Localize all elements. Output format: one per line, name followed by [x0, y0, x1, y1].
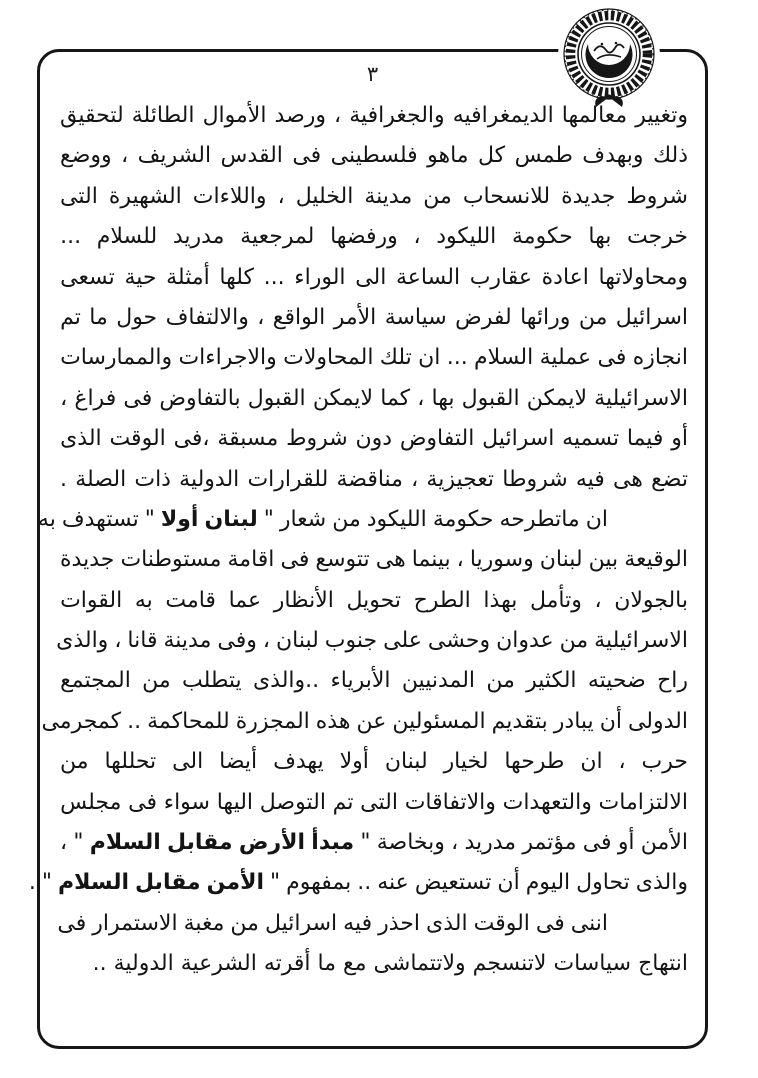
word: ان	[580, 749, 603, 775]
word: به	[37, 506, 56, 532]
word: الشريف	[137, 143, 212, 169]
word: تم	[60, 304, 81, 330]
word: المجتمع	[60, 668, 131, 694]
word: الواقع	[272, 304, 326, 330]
word: حرب	[641, 749, 688, 775]
word: الأبرياء	[330, 668, 391, 694]
word: القوات	[60, 587, 123, 613]
word: جنوب	[324, 628, 378, 654]
word: تحللها	[104, 749, 157, 775]
word: لاتنسجم	[472, 951, 547, 977]
word: معالمها	[561, 103, 628, 128]
word: فراغ	[74, 385, 117, 411]
text-line	[60, 217, 688, 257]
word: احذر	[378, 910, 421, 936]
word: ،	[262, 628, 270, 654]
word: لبنان	[384, 749, 428, 775]
word: فى	[292, 143, 322, 169]
word: الاسرائيلية	[594, 628, 688, 654]
word: المحاولات	[283, 345, 374, 371]
word: تسعى	[60, 264, 115, 290]
word: قامت	[165, 587, 216, 613]
word: اسرائيل	[482, 426, 555, 452]
word: من	[142, 668, 171, 694]
text-line	[60, 379, 688, 419]
word: وبخاصة	[376, 830, 445, 856]
word: وتأمل	[529, 587, 582, 613]
word: التى	[60, 183, 98, 209]
word: ،	[277, 183, 285, 209]
text-line	[60, 581, 688, 621]
word: الوراء	[294, 264, 346, 290]
word: ما	[89, 304, 108, 330]
word: ،	[114, 628, 122, 654]
word: الذى	[60, 426, 102, 452]
word: الليكود	[366, 506, 427, 532]
word: بمفهوم	[286, 870, 352, 896]
word: بين	[588, 547, 619, 573]
word: المدنيين	[401, 668, 476, 694]
word: هذه	[315, 708, 351, 734]
word: سواء	[163, 789, 210, 815]
word: ووضع	[60, 143, 112, 169]
bold-word: مقابل	[135, 870, 201, 896]
word: بينما	[411, 547, 451, 573]
word: وتغيير	[635, 103, 688, 128]
word: ،	[334, 103, 342, 128]
word: كمجرمى	[41, 708, 122, 734]
word: مستوطنات	[120, 547, 222, 573]
word: تضع	[651, 466, 688, 492]
word: من	[60, 749, 89, 775]
word: الخليل	[295, 183, 354, 209]
word: ولاتتماشى	[373, 951, 466, 977]
word: لبنان	[275, 628, 319, 654]
word: حكومة	[512, 224, 573, 250]
word: ..	[127, 708, 142, 734]
word: بهذا	[483, 587, 518, 613]
word: يبادر	[553, 708, 594, 734]
word: ضحيته	[587, 668, 646, 694]
word: لتحقيق	[60, 103, 124, 128]
word: والتعهدات	[502, 789, 592, 815]
word: والذى	[56, 628, 109, 654]
word: حية	[124, 264, 157, 290]
word: يهدف	[273, 749, 324, 775]
word: للمحاكمة	[147, 708, 230, 734]
word: والجغرافية	[349, 103, 445, 128]
word: .	[60, 466, 68, 492]
text-line	[60, 338, 688, 378]
word: الدولى	[627, 708, 688, 734]
word: من	[559, 628, 589, 654]
word: لمرجعية	[240, 224, 315, 250]
word: الوقت	[473, 910, 530, 936]
bold-word: أولا	[160, 506, 199, 532]
word: تحويل	[346, 587, 401, 613]
word: أقرته	[263, 951, 311, 977]
word: عن	[356, 708, 387, 734]
word: الوقت	[109, 426, 166, 452]
word: مع	[343, 951, 367, 977]
text-line	[60, 661, 688, 701]
word: ذلك	[652, 143, 688, 169]
word: فى	[128, 789, 157, 815]
word: من	[332, 506, 361, 532]
word: القبول	[461, 385, 520, 411]
word: حول	[116, 304, 158, 330]
word: للانسحاب	[462, 183, 551, 209]
word: مدينة	[364, 183, 413, 209]
text-line	[60, 177, 688, 217]
word: جديدة	[561, 183, 616, 209]
word: انتهاج	[638, 951, 688, 977]
word: القبول	[247, 385, 306, 411]
text-line	[60, 783, 688, 823]
word: مدريد	[464, 830, 517, 856]
text-line	[56, 621, 688, 661]
word: سياسة	[384, 304, 447, 330]
word: الأمن	[640, 830, 688, 856]
word: من	[578, 304, 608, 330]
word: الشرعية	[180, 951, 257, 977]
word: ،	[618, 749, 626, 775]
word: هى	[375, 547, 406, 573]
text-line	[37, 500, 688, 540]
bold-word: الأمن	[206, 870, 265, 896]
word: القدس	[220, 143, 283, 169]
word: الأمر	[333, 304, 377, 330]
word: انجازه	[632, 345, 688, 371]
word: واللاءات	[192, 183, 267, 209]
word: شروطا	[502, 466, 568, 492]
word: فيما	[626, 426, 664, 452]
word: عقارب	[469, 264, 532, 290]
word: .	[28, 870, 36, 896]
bold-word: السلام	[89, 830, 161, 856]
word: اليوم	[525, 870, 571, 896]
word: أيضا	[219, 749, 258, 775]
word: تسميه	[562, 426, 620, 452]
word: تم	[332, 789, 354, 815]
word: مغبة	[183, 910, 225, 936]
word: والاجراءات	[178, 345, 277, 371]
word: ...	[60, 224, 82, 250]
word: الاستمرار	[92, 910, 178, 936]
word: من	[230, 910, 259, 936]
word: على	[383, 628, 422, 654]
word: ورائها	[520, 304, 571, 330]
word: ،	[121, 143, 129, 169]
word: فيه	[575, 466, 605, 492]
word: ومحاولاتها	[598, 264, 688, 290]
word: به	[134, 587, 153, 613]
word: وفى	[217, 628, 257, 654]
word: فى	[597, 345, 627, 371]
word: الدولية	[113, 951, 174, 977]
word: الديمغرافيه	[452, 103, 554, 128]
word: والاتفاقات	[404, 789, 496, 815]
word: "	[144, 506, 155, 532]
word: "	[270, 870, 281, 896]
bold-word: مقابل	[167, 830, 233, 856]
word: الطرح	[413, 587, 471, 613]
word: ما	[317, 951, 337, 977]
word: "	[263, 506, 274, 532]
bold-word: مبدأ	[311, 830, 355, 856]
word: ،	[451, 830, 459, 856]
word: التفاوض	[399, 426, 475, 452]
word: ...	[263, 264, 285, 290]
word: الليكود	[436, 224, 497, 250]
word: لبنان	[539, 547, 583, 573]
word: الساعة	[395, 264, 461, 290]
text-line	[60, 460, 688, 500]
word: جديدة	[60, 547, 115, 573]
word: وبهدف	[582, 143, 644, 169]
word: من	[423, 183, 452, 209]
word: الدولية	[179, 466, 240, 492]
word: عدوان	[496, 628, 554, 654]
word: الوقيعة	[624, 547, 688, 573]
text-line	[28, 863, 688, 903]
bold-word: الأرض	[238, 830, 306, 856]
word: الالتزامات	[598, 789, 688, 815]
word: بها	[431, 385, 455, 411]
word: طمس	[514, 143, 573, 169]
word: اسرائيل	[615, 304, 688, 330]
word: فلسطينى	[330, 143, 418, 169]
word: ماتطرحه	[499, 506, 580, 532]
word: والالتفاف	[165, 304, 249, 330]
word: ورصد	[274, 103, 326, 128]
text-line	[60, 258, 688, 298]
word: الذى	[426, 910, 468, 936]
word: الشهيرة	[108, 183, 182, 209]
word: المجزرة	[235, 708, 310, 734]
word: ...	[446, 345, 468, 371]
word: ،	[257, 304, 265, 330]
word: لخيار	[443, 749, 489, 775]
text-line	[60, 742, 688, 782]
word: "	[73, 830, 84, 856]
word: فى	[535, 910, 565, 936]
word: خرجت	[627, 224, 688, 250]
word: طرحها	[504, 749, 565, 775]
word: الأموال	[202, 103, 267, 128]
word: فى	[57, 910, 87, 936]
word: ،	[456, 547, 464, 573]
word: والممارسات	[60, 345, 173, 371]
word: أو	[671, 426, 688, 452]
word: مناقضة	[336, 466, 403, 492]
word: الأنظار	[273, 587, 334, 613]
word: ..	[357, 870, 372, 896]
word: ..والذى	[252, 668, 320, 694]
word: ذات	[134, 466, 171, 492]
text-line	[57, 904, 688, 944]
word: ان	[585, 506, 608, 532]
word: لايمكن	[526, 385, 588, 411]
word: بتقديم	[491, 708, 548, 734]
word: كل	[478, 143, 506, 169]
word: بالجولان	[614, 587, 688, 613]
word: وسوريا	[469, 547, 534, 573]
word: مدريد	[172, 224, 225, 250]
word: بها	[588, 224, 612, 250]
word: يتطلب	[181, 668, 242, 694]
word: ،فى	[173, 426, 210, 452]
word: ،	[411, 466, 419, 492]
word: فى	[582, 830, 612, 856]
word: السلام	[474, 345, 534, 371]
word: ،	[60, 385, 68, 411]
word: المسئولين	[392, 708, 486, 734]
word: حكومة	[432, 506, 494, 532]
word: لايمكن	[312, 385, 374, 411]
text-line	[60, 419, 688, 459]
word: عما	[228, 587, 262, 613]
word: التوصل	[259, 789, 326, 815]
word: كما	[380, 385, 411, 411]
word: مدينة	[163, 628, 212, 654]
word: ماهو	[427, 143, 469, 169]
word: تعجيزية	[426, 466, 495, 492]
word: الصلة	[75, 466, 127, 492]
word: تتوسع	[315, 547, 370, 573]
page-number: ٣	[366, 62, 379, 86]
word: شعار	[279, 506, 327, 532]
word: للقرارات	[247, 466, 329, 492]
text-line	[60, 96, 688, 136]
word: دون	[355, 426, 393, 452]
word: "	[41, 870, 53, 896]
word: أمثلة	[166, 264, 210, 290]
word: مؤتمر	[522, 830, 577, 856]
word: شروط	[286, 426, 348, 452]
word: هى	[612, 466, 643, 492]
word: أو	[617, 830, 635, 856]
document-text	[28, 96, 688, 985]
word: للسلام	[96, 224, 158, 250]
word: الكثير	[526, 668, 577, 694]
bold-word: السلام	[58, 870, 130, 896]
word: ان	[418, 345, 441, 371]
word: تحاول	[576, 870, 630, 896]
word: تلك	[379, 345, 412, 371]
word: الى	[355, 264, 387, 290]
word: اقامة	[227, 547, 275, 573]
word: اننى	[570, 910, 608, 936]
word: والذى	[635, 870, 688, 896]
word: ،	[417, 385, 425, 411]
word: اليها	[216, 789, 254, 815]
word: بالتفاوض	[159, 385, 241, 411]
word: تستعيض	[414, 870, 492, 896]
word: عملية	[539, 345, 592, 371]
word: فى	[123, 385, 153, 411]
word: عنه	[377, 870, 409, 896]
word: وحشى	[427, 628, 491, 654]
word: ،	[594, 587, 602, 613]
word: الى	[172, 749, 204, 775]
word: تستهدف	[61, 506, 139, 532]
word: راح	[657, 668, 688, 694]
word: أولا	[339, 749, 369, 775]
text-line	[60, 823, 688, 863]
word: قانا	[127, 628, 158, 654]
text-line	[41, 702, 688, 742]
bold-word: لبنان	[204, 506, 258, 532]
text-line	[60, 136, 688, 176]
word: مسبقة	[217, 426, 279, 452]
word: أن	[599, 708, 622, 734]
word: التى	[360, 789, 398, 815]
text-line	[60, 944, 688, 984]
text-line	[60, 298, 688, 338]
word: اسرائيل	[264, 910, 338, 936]
word: "	[360, 830, 371, 856]
word: أن	[497, 870, 520, 896]
text-line	[60, 540, 688, 580]
word: فى	[280, 547, 310, 573]
word: الطائلة	[131, 103, 195, 128]
word: ،	[60, 830, 68, 856]
word: ورفضها	[330, 224, 398, 250]
word: الاسرائيلية	[594, 385, 688, 411]
word: شروط	[626, 183, 688, 209]
word: لفرض	[455, 304, 512, 330]
word: من	[486, 668, 515, 694]
word: اعادة	[541, 264, 589, 290]
word: ،	[413, 224, 421, 250]
word: كلها	[219, 264, 255, 290]
word: ..	[92, 951, 107, 977]
word: مجلس	[60, 789, 122, 815]
word: فيه	[343, 910, 373, 936]
word: سياسات	[553, 951, 632, 977]
